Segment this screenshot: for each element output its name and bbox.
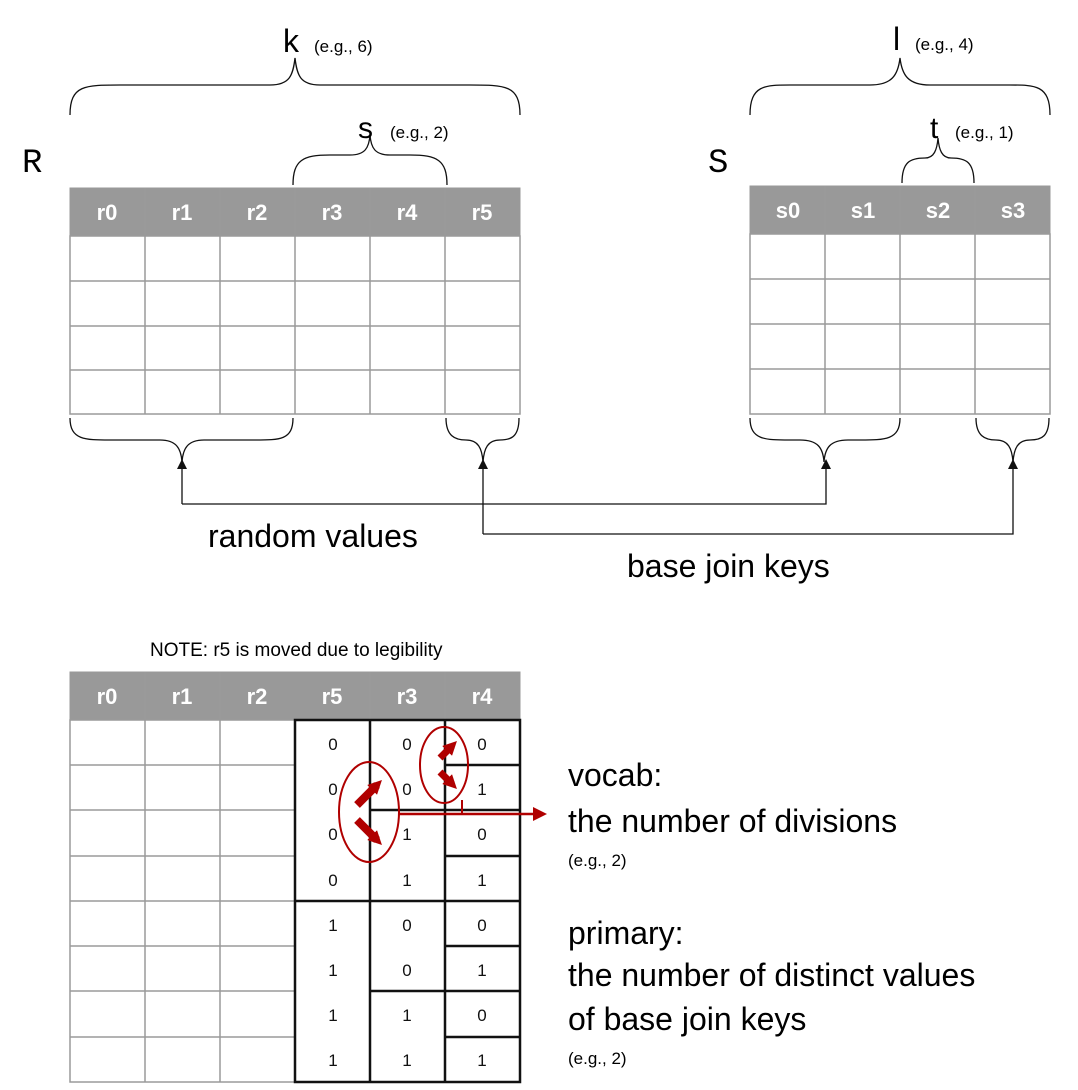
cell-r5-c2: 1	[477, 961, 487, 980]
table-r-col-4: r4	[396, 200, 418, 225]
table-r-col-1: r1	[171, 200, 193, 225]
brace-k-example: (e.g., 6)	[314, 37, 373, 56]
primary-title: primary:	[568, 915, 684, 951]
cell-r2-c0: 0	[328, 825, 338, 844]
table-s-col-0: s0	[775, 198, 801, 223]
bottom-table-block-lines	[295, 720, 520, 1082]
cell-r1-c1: 0	[402, 780, 412, 799]
brace-k	[70, 58, 520, 115]
cell-r5-c0: 1	[328, 961, 338, 980]
cell-r3-c2: 1	[477, 871, 487, 890]
cell-r6-c0: 1	[328, 1006, 338, 1025]
primary-desc-2: of base join keys	[568, 1001, 807, 1037]
cell-r0-c2: 0	[477, 735, 487, 754]
table-r-col-3: r3	[321, 200, 343, 225]
primary-example: (e.g., 2)	[568, 1049, 627, 1068]
table-s-name: S	[708, 145, 729, 183]
brace-l-symbol: l	[893, 21, 901, 57]
label-base-join-keys: base join keys	[627, 548, 830, 584]
brace-t-symbol: t	[930, 112, 939, 145]
cell-r3-c1: 1	[402, 871, 412, 890]
cell-r3-c0: 0	[328, 871, 338, 890]
vocab-desc: the number of divisions	[568, 803, 898, 839]
bottom-col-4: r3	[396, 684, 418, 709]
brace-l	[750, 58, 1050, 115]
cell-r7-c2: 1	[477, 1051, 487, 1070]
vocab-title: vocab:	[568, 757, 663, 793]
cell-r6-c1: 1	[402, 1006, 412, 1025]
cell-r7-c1: 1	[402, 1051, 412, 1070]
connector-random-values	[182, 464, 826, 504]
bottom-col-0: r0	[96, 684, 118, 709]
table-s-col-2: s2	[925, 198, 951, 223]
brace-s-example: (e.g., 2)	[390, 123, 449, 142]
bottom-table	[70, 672, 520, 1082]
cell-r0-c0: 0	[328, 735, 338, 754]
brace-k-symbol: k	[283, 23, 299, 59]
table-s	[750, 186, 1050, 414]
table-r-col-2: r2	[246, 200, 268, 225]
brace-s-symbol: s	[358, 112, 373, 145]
bottom-col-1: r1	[171, 684, 193, 709]
cell-r1-c2: 1	[477, 780, 487, 799]
brace-t-example: (e.g., 1)	[955, 123, 1014, 142]
brace-l-example: (e.g., 4)	[915, 35, 974, 54]
cell-r4-c1: 0	[402, 916, 412, 935]
bottom-col-5: r4	[471, 684, 493, 709]
table-r-col-5: r5	[471, 200, 493, 225]
bottom-braces	[70, 418, 1049, 462]
cell-r0-c1: 0	[402, 735, 412, 754]
red-connector-to-vocab	[398, 800, 540, 814]
table-r-name: R	[22, 145, 43, 183]
cell-r4-c0: 1	[328, 916, 338, 935]
cell-r2-c2: 0	[477, 825, 487, 844]
bottom-col-3: r5	[321, 684, 343, 709]
table-s-col-1: s1	[850, 198, 876, 223]
cell-r1-c0: 0	[328, 780, 338, 799]
note-r5-moved: NOTE: r5 is moved due to legibility	[150, 640, 443, 661]
primary-definition	[568, 915, 975, 1068]
cell-r5-c1: 0	[402, 961, 412, 980]
cell-r6-c2: 0	[477, 1006, 487, 1025]
connector-base-join-keys	[483, 464, 1013, 534]
label-random-values: random values	[208, 518, 418, 554]
cell-r7-c0: 1	[328, 1051, 338, 1070]
table-r-col-0: r0	[96, 200, 118, 225]
cell-r4-c2: 0	[477, 916, 487, 935]
vocab-definition	[568, 757, 897, 870]
bottom-table-values	[328, 735, 486, 1070]
vocab-example: (e.g., 2)	[568, 851, 627, 870]
bottom-col-2: r2	[246, 684, 268, 709]
table-s-col-3: s3	[1000, 198, 1026, 223]
cell-r2-c1: 1	[402, 825, 412, 844]
table-r	[70, 188, 520, 414]
primary-desc-1: the number of distinct values	[568, 957, 976, 993]
bottom-table-header	[70, 672, 520, 720]
